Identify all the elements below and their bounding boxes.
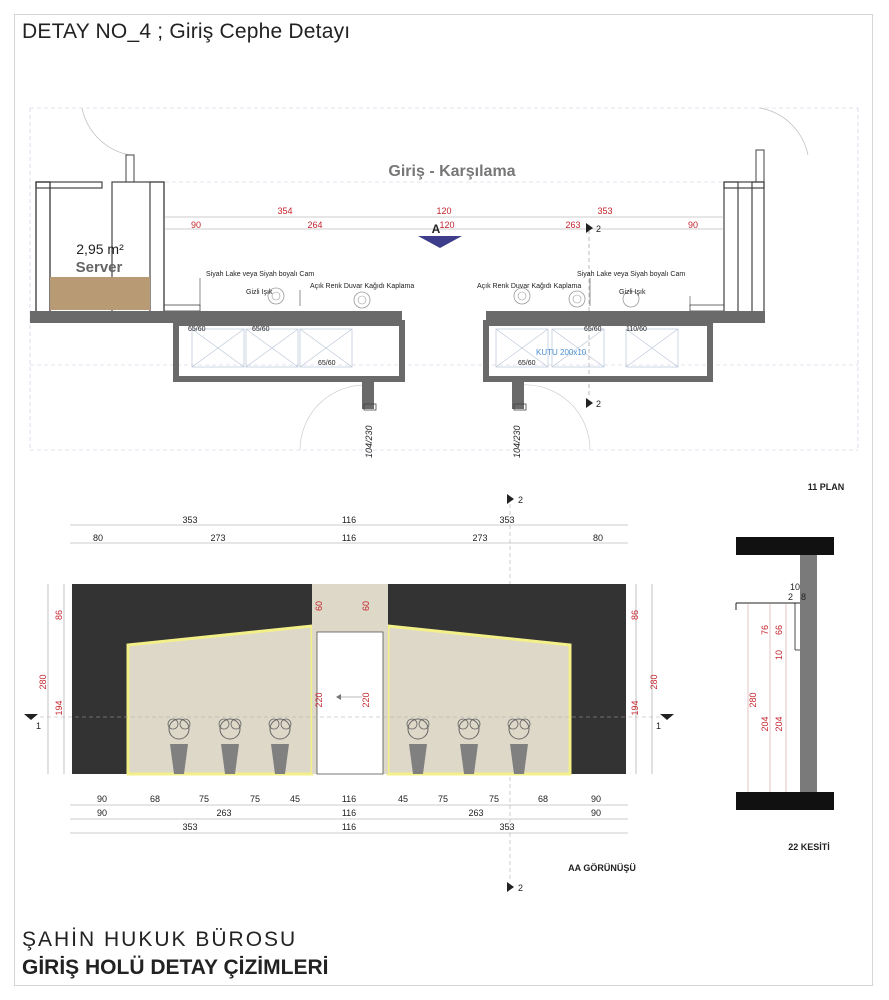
elev-dim: 80 <box>592 533 604 543</box>
page-title: DETAY NO_4 ; Giriş Cephe Detayı <box>22 20 351 43</box>
elev-dim: 353 <box>499 515 515 525</box>
section-view <box>736 537 834 852</box>
elev-bottom-dim: 90 <box>590 794 602 804</box>
elev-bottom-dim: 90 <box>96 794 108 804</box>
elev-bottom-dim: 68 <box>537 794 549 804</box>
plan-dim: 354 <box>277 206 293 216</box>
section-a-marker <box>418 236 462 248</box>
elev-bottom-dim: 263 <box>216 808 232 818</box>
section-1-label: 1 <box>656 721 662 731</box>
plan-note: Açık Renk Duvar Kağıdı Kaplama <box>310 283 415 290</box>
elev-bottom-dim: 68 <box>149 794 161 804</box>
plan-note: Siyah Lake veya Siyah boyalı Cam <box>577 271 686 278</box>
cabinet-dim: 65/60 <box>518 360 536 367</box>
elevation-caption: AA GÖRÜNÜŞÜ <box>568 863 636 873</box>
plan-dim: 90 <box>190 220 202 230</box>
elev-bottom-dim: 263 <box>468 808 484 818</box>
section-1-icon <box>24 714 38 720</box>
cut-marker-label: 2 <box>518 883 524 893</box>
cut-marker-icon <box>586 398 593 408</box>
cabinet-dim: 65/60 <box>318 360 336 367</box>
plan-note: Siyah Lake veya Siyah boyalı Cam <box>206 271 315 278</box>
elev-bottom-dim: 45 <box>397 794 409 804</box>
elev-bottom-dim: 116 <box>341 808 357 818</box>
elev-side-dim: 86 <box>54 609 64 621</box>
entrance-door <box>317 632 383 774</box>
elev-bottom-dim: 90 <box>590 808 602 818</box>
section-wall <box>800 555 817 792</box>
elev-bottom-dim: 116 <box>341 794 357 804</box>
section-dim: 204 <box>774 716 784 732</box>
elevation-view <box>24 494 674 893</box>
elev-bottom-dim: 116 <box>341 822 357 832</box>
cut-marker-label: 2 <box>596 399 602 409</box>
plan-view <box>30 108 858 492</box>
section-dim: 2 <box>788 592 794 602</box>
section-a-label: A <box>431 222 441 236</box>
section-dim: 66 <box>774 624 784 636</box>
section-dim: 10 <box>774 649 784 661</box>
elev-bottom-dim: 75 <box>198 794 210 804</box>
plan-dim: 120 <box>436 206 452 216</box>
section-1-icon <box>660 714 674 720</box>
cut-marker-icon <box>507 494 514 504</box>
box-label: KUTU 200x10 <box>536 348 587 357</box>
plan-caption: 11 PLAN <box>807 482 845 492</box>
cut-marker-label: 2 <box>596 224 602 234</box>
elev-bottom-dim: 90 <box>96 808 108 818</box>
project-name: ŞAHİN HUKUK BÜROSU <box>22 928 298 951</box>
elev-side-dim: 86 <box>630 609 640 621</box>
section-slab-bottom <box>736 792 834 810</box>
plan-title: Giriş - Karşılama <box>388 163 516 180</box>
server-label: Server <box>75 259 123 276</box>
elev-inner-dim: 220 <box>314 692 324 708</box>
section-dim: 8 <box>801 592 807 602</box>
door-dim: 104/230 <box>512 425 522 458</box>
section-dim: 280 <box>748 692 758 708</box>
section-1-label: 1 <box>36 721 42 731</box>
cabinet-dim: 65/60 <box>584 326 602 333</box>
plan-note: Açık Renk Duvar Kağıdı Kaplama <box>477 283 582 290</box>
cut-marker-icon <box>586 223 593 233</box>
elev-bottom-dim: 353 <box>182 822 198 832</box>
plan-dim: 353 <box>597 206 613 216</box>
section-dim: 76 <box>760 624 770 636</box>
elev-bottom-dim: 75 <box>488 794 500 804</box>
elev-bottom-dim: 353 <box>499 822 515 832</box>
plan-dim: 263 <box>565 220 581 230</box>
plan-dim: 120 <box>439 220 455 230</box>
plan-note: Gizli Işık <box>619 289 646 296</box>
elev-side-dim: 280 <box>38 674 48 690</box>
cabinet-dim: 65/60 <box>252 326 270 333</box>
cabinet-dim: 65/60 <box>188 326 206 333</box>
elev-bottom-dim: 45 <box>289 794 301 804</box>
elev-dim: 353 <box>182 515 198 525</box>
elev-inner-dim: 60 <box>314 600 324 612</box>
elev-inner-dim: 220 <box>361 692 371 708</box>
elev-inner-dim: 60 <box>361 600 371 612</box>
elev-dim: 116 <box>341 533 357 543</box>
elev-dim: 80 <box>92 533 104 543</box>
elev-dim: 273 <box>210 533 226 543</box>
section-dim: 10 <box>790 582 801 592</box>
plan-note: Gizli Işık <box>246 289 273 296</box>
elev-side-dim: 280 <box>649 674 659 690</box>
section-dim: 204 <box>760 716 770 732</box>
section-slab-top <box>736 537 834 555</box>
server-floor <box>50 277 150 310</box>
plan-dim: 90 <box>687 220 699 230</box>
cut-marker-icon <box>507 882 514 892</box>
elev-dim: 273 <box>472 533 488 543</box>
server-area: 2,95 m² <box>76 241 124 257</box>
elev-side-dim: 194 <box>54 700 64 716</box>
cut-marker-label: 2 <box>518 495 524 505</box>
section-caption: 22 KESİTİ <box>788 842 830 852</box>
elev-dim: 116 <box>341 515 357 525</box>
elev-bottom-dim: 75 <box>437 794 449 804</box>
plan-dim: 264 <box>307 220 323 230</box>
sheet-title: GİRİŞ HOLÜ DETAY ÇİZİMLERİ <box>22 956 329 979</box>
elev-side-dim: 194 <box>630 700 640 716</box>
elev-bottom-dim: 75 <box>249 794 261 804</box>
door-dim: 104/230 <box>364 425 374 458</box>
cabinet-dim: 110/60 <box>626 326 647 333</box>
